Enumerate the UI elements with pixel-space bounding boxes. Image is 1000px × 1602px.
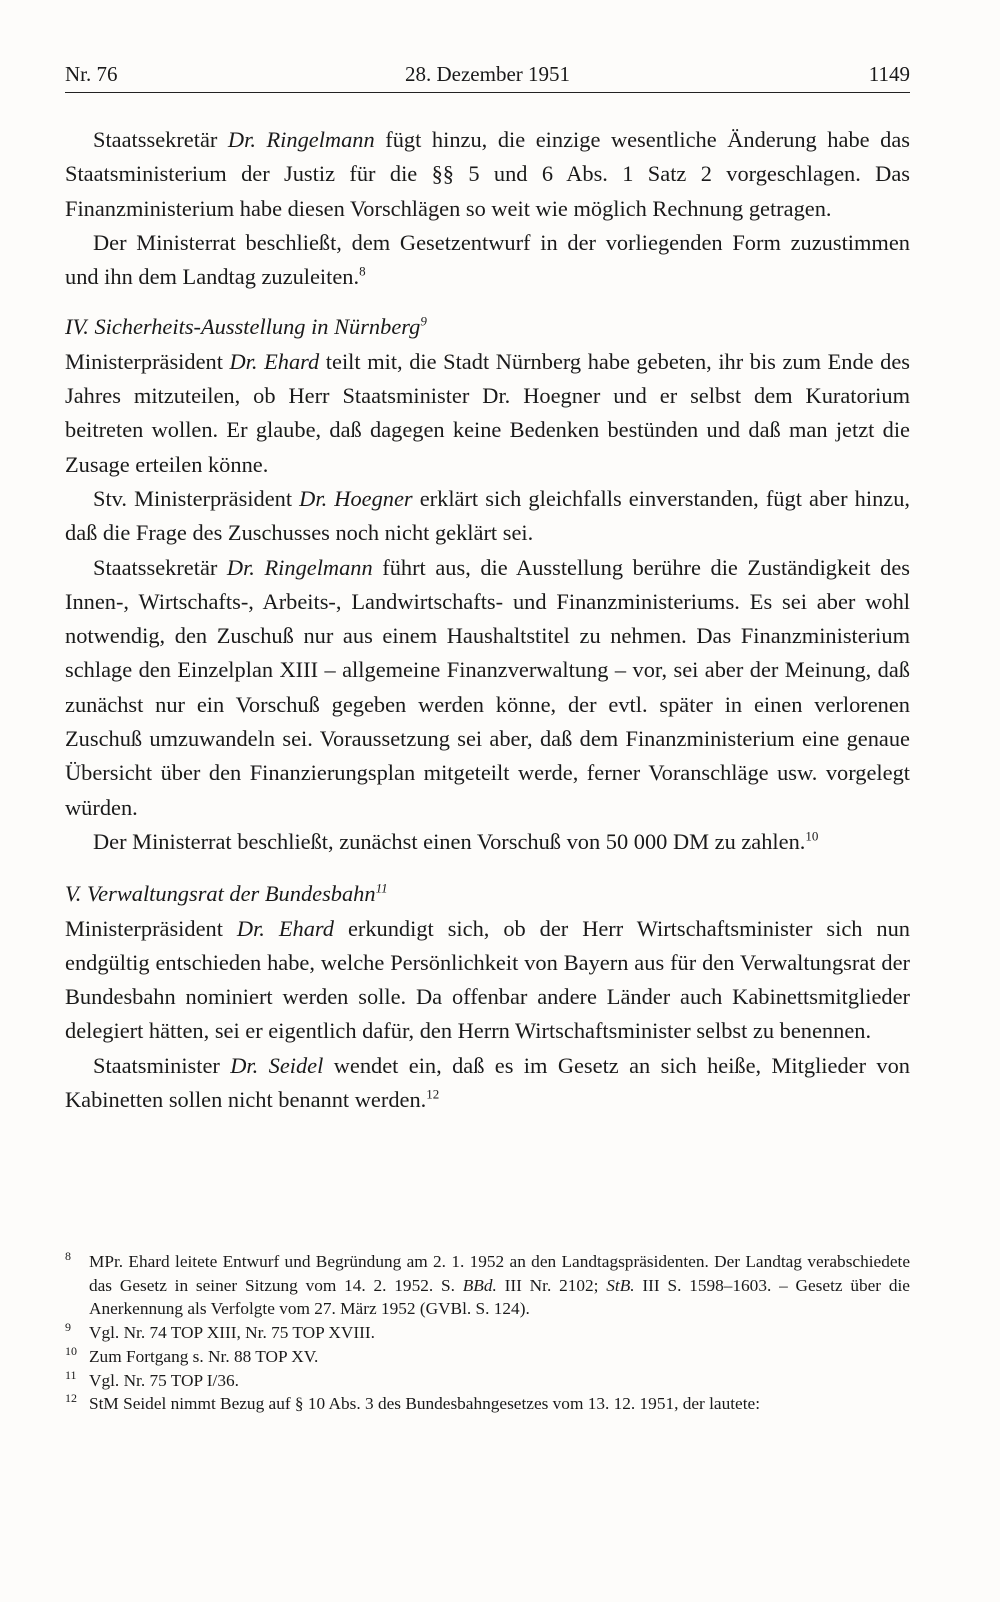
resolution-paragraph: Der Ministerrat beschließt, zunächst einen Vorschuß von 50 000 DM zu zahlen.$^{10}$ [93, 828, 819, 854]
footnote-ref[interactable]: 9 [420, 314, 427, 330]
header-date: 28. Dezember 1951 [404, 62, 571, 86]
main-text [65, 123, 910, 1117]
paragraph: Ministerpräsident Dr. Ehard teilt mit, die Stadt Nürnberg habe gebeten, ihr bis zum Ende des Jahres mitzuteilen, ob Herr Staatsminister Dr. Hoegner und er selbst dem Kuratorium beitreten wollen. Er glaube, daß dagegen keine Bedenken bestünden und daß man jetzt die Zusage erteilen könne. [65, 348, 910, 477]
paragraph: Staatssekretär Dr. Ringelmann fügt hinzu, die einzige wesentliche Änderung habe das Staatsministerium der Justiz für die §§ 5 und 6 Abs. 1 Satz 2 vorgeschlagen. Das Finanzministerium habe diesen Vorschlägen so weit wie möglich Rechnung getragen. [65, 127, 910, 221]
document-number: Nr. 76 [65, 62, 118, 86]
section-heading-v: V. Verwaltungsrat der Bundesbahn$^{11}$ [65, 880, 388, 907]
page-number: 1149 [868, 62, 910, 86]
footnote-ref[interactable]: 12 [426, 1086, 440, 1102]
speaker-name: Dr. Ehard [236, 915, 334, 941]
paragraph: Staatsminister Dr. Seidel wendet ein, daß es im Gesetz an sich heiße, Mitglieder von Kabinetten sollen nicht benannt werden.$^{12}$ [65, 1052, 911, 1113]
footnotes [65, 1250, 910, 1416]
paragraph: Staatssekretär Dr. Ringelmann führt aus, die Ausstellung berühre die Zuständigkeit des Innen-, Wirtschafts-, Arbeits-, Landwirtschafts- und Finanzministeriums. Es sei aber wohl notwendig, den Zuschuß nur aus einem Haushaltstitel zu nehmen. Das Finanzministerium schlage den Einzelplan XIII – allgemeine Finanzverwaltung – vor, sei aber der Meinung, daß zunächst nur ein Vorschuß gegeben werden könne, der evtl. später in einen verlorenen Zuschuß umzuwandeln sei. Voraussetzung sei aber, daß dem Finanzministerium eine genaue Übersicht über den Finanzierungsplan mitgeteilt werde, ferner Voranschläge usw. vorgelegt würden. [65, 554, 910, 820]
speaker-name: Dr. Ringelmann [227, 127, 375, 152]
footnote-number: 10 [65, 1343, 77, 1358]
footnote-number: 12 [65, 1391, 77, 1406]
footnote-ref[interactable]: 11 [375, 880, 388, 896]
footnote-number: 11 [65, 1367, 77, 1382]
footnote: 10 Zum Fortgang s. Nr. 88 TOP XV. [65, 1345, 910, 1369]
paragraph: Stv. Ministerpräsident Dr. Hoegner erklärt sich gleichfalls einverstanden, fügt aber hinzu, daß die Frage des Zuschusses noch nicht geklärt sei. [65, 485, 910, 546]
paragraph: Ministerpräsident Dr. Ehard erkundigt sich, ob der Herr Wirtschaftsminister sich nun endgültig entschieden habe, welche Persönlichkeit von Bayern aus für den Verwaltungsrat der Bundesbahn nominiert werden solle. Da offenbar andere Länder auch Kabinettsmitglieder delegiert hätten, sei er eigentlich dafür, den Herrn Wirtschaftsminister selbst zu benennen. [65, 915, 911, 1044]
running-header [65, 58, 910, 93]
speaker-name: Dr. Ringelmann [226, 554, 373, 580]
footnote: 8 MPr. Ehard leitete Entwurf und Begründung am 2. 1. 1952 an den Landtagspräsidenten. Der Landtag verabschiedete das Gesetz in seiner Sitzung vom 14. 2. 1952. S. BBd. III Nr. 2102; StB. III S. 1598–1603. – Gesetz über die Anerkennung als Verfolgte vom 27. März 1952 (GVBl. S. 124). [65, 1250, 910, 1321]
footnote-number: 9 [65, 1320, 71, 1335]
speaker-name: Dr. Ehard [229, 348, 320, 374]
resolution-paragraph: Der Ministerrat beschließt, dem Gesetzentwurf in der vorliegenden Form zuzustimmen und ihn dem Landtag zuzuleiten.$^8$ [65, 229, 910, 290]
footnote: 9 Vgl. Nr. 74 TOP XIII, Nr. 75 TOP XVIII. [65, 1321, 910, 1345]
section-heading-iv: IV. Sicherheits-Ausstellung in Nürnberg$^9$ [65, 314, 427, 340]
footnote: 12 StM Seidel nimmt Bezug auf § 10 Abs. 3 des Bundesbahngesetzes vom 13. 12. 1951, der lautete: [65, 1392, 910, 1416]
footnote-ref[interactable]: 8 [359, 263, 366, 279]
footnote: 11 Vgl. Nr. 75 TOP I/36. [65, 1369, 910, 1393]
footnote-ref[interactable]: 10 [805, 828, 819, 844]
speaker-name: Dr. Hoegner [299, 485, 413, 511]
speaker-name: Dr. Seidel [230, 1052, 324, 1078]
footnote-number: 8 [65, 1249, 71, 1263]
